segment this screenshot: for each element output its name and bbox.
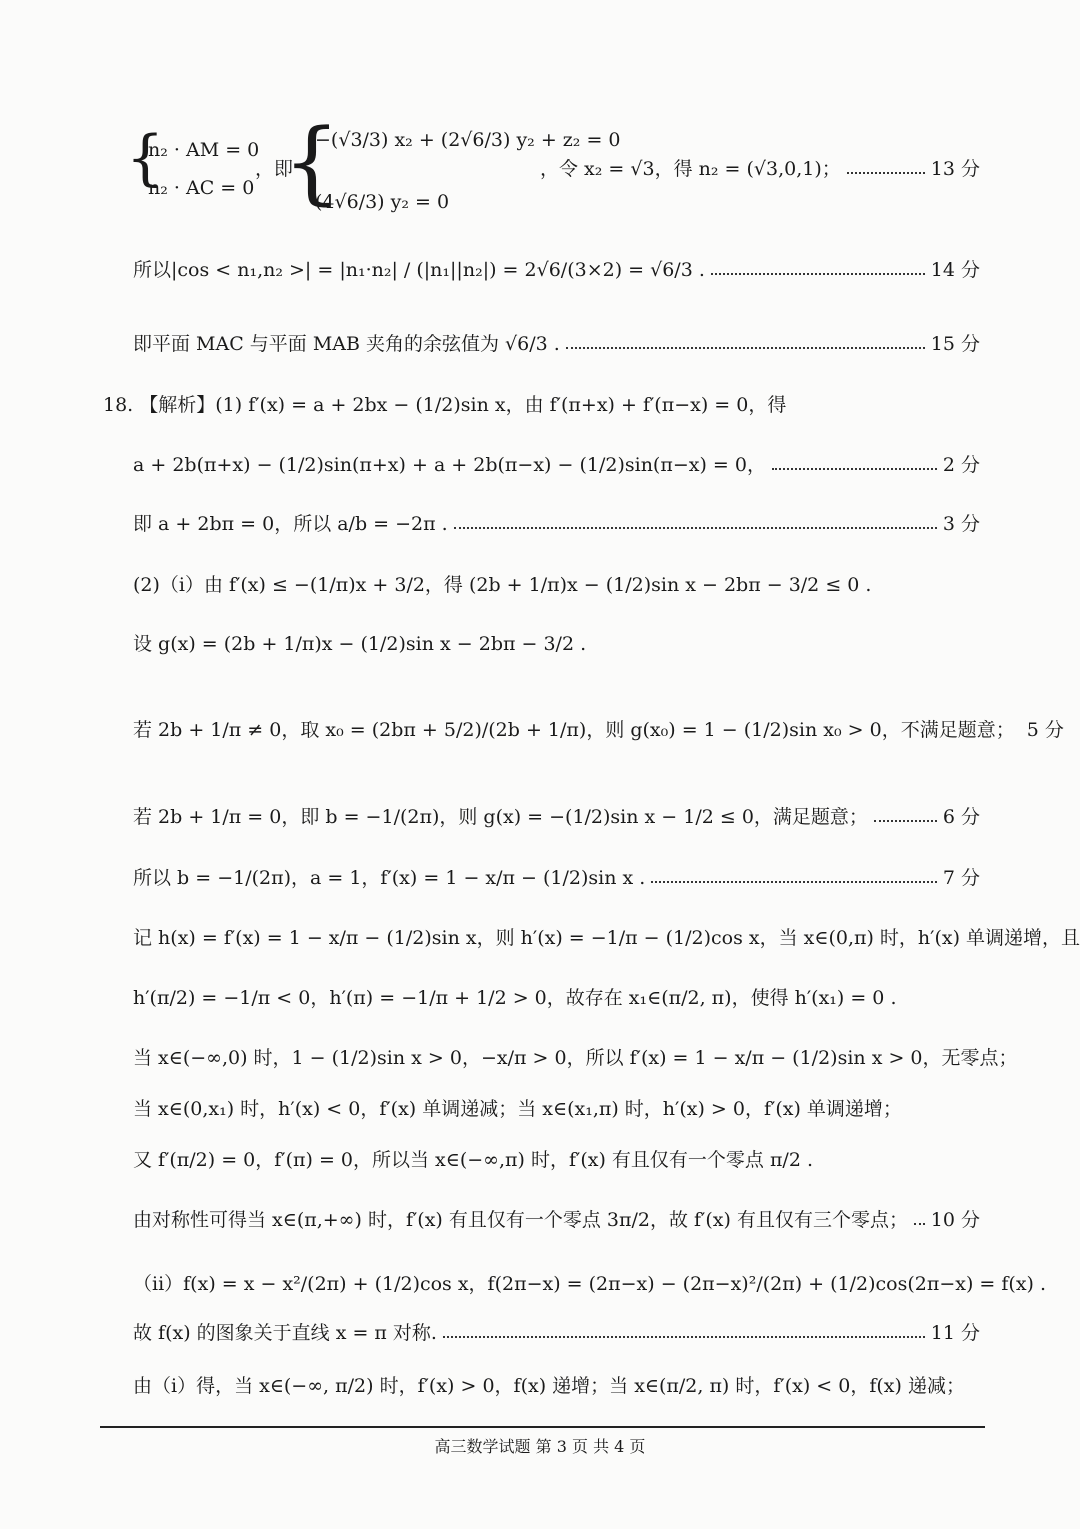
- line-text: 由对称性可得当 x∈(π,+∞) 时，f′(x) 有且仅有一个零点 3π/2，故 f′(x) 有且仅有三个零点；: [133, 1209, 908, 1231]
- line-text: 所以 b = −1/(2π)，a = 1，f′(x) = 1 − x/π − (1/2)sin x .: [133, 867, 646, 889]
- score-label: 14 分: [930, 259, 980, 281]
- score-label: 7 分: [942, 867, 980, 889]
- line-13-text: ，令 x₂ = √3，得 n₂ = (√3,0,1)；: [540, 158, 841, 180]
- system-right-eq2: (4√6/3) y₂ = 0: [315, 191, 450, 213]
- line-text: 记 h(x) = f′(x) = 1 − x/π − (1/2)sin x，则 h′(x) = −1/π − (1/2)cos x，当 x∈(0,π) 时，h′(x) 单调递增，且: [133, 927, 1080, 949]
- line-7pts: [133, 866, 980, 890]
- leader-dots: [566, 347, 925, 349]
- line-monotonic: [133, 1097, 980, 1121]
- line-14: [133, 258, 980, 282]
- leader-dots: [711, 273, 925, 275]
- score-label: 5 分: [1026, 719, 1064, 741]
- line-text: 由（i）得，当 x∈(−∞, π/2) 时，f′(x) > 0，f(x) 递增；当 x∈(π/2, π) 时，f′(x) < 0，f(x) 递减；: [133, 1375, 965, 1397]
- leader-dots: [454, 527, 937, 529]
- line-11pts: [133, 1321, 980, 1345]
- line-h-values: [133, 986, 980, 1010]
- line-one-zero: [133, 1148, 980, 1172]
- system-left-eq2: n₂ · AC = 0: [148, 177, 255, 199]
- line-text: a + 2b(π+x) − (1/2)sin(π+x) + a + 2b(π−x) − (1/2)sin(π−x) = 0，: [133, 454, 766, 476]
- line-last: [133, 1374, 980, 1398]
- leader-dots: [772, 468, 937, 470]
- line-text: （ii）f(x) = x − x²/(2π) + (1/2)cos x，f(2π−x) = (2π−x) − (2π−x)²/(2π) + (1/2)cos(2π−x) = f(x) .: [133, 1273, 1047, 1295]
- line-18-head: [103, 393, 980, 417]
- score-label: 13 分: [930, 158, 980, 180]
- line-6pts: [133, 805, 980, 829]
- line-text: 当 x∈(0,x₁) 时，h′(x) < 0，f′(x) 单调递减；当 x∈(x₁,π) 时，h′(x) > 0，f′(x) 单调递增；: [133, 1098, 902, 1120]
- score-label: 15 分: [930, 333, 980, 355]
- line-text: 若 2b + 1/π ≠ 0，取 x₀ = (2bπ + 5/2)/(2b + 1/π)，则 g(x₀) = 1 − (1/2)sin x₀ > 0，不满足题意；: [133, 719, 1015, 741]
- leader-dots: [874, 820, 937, 822]
- line-13: [540, 157, 980, 181]
- score-label: 3 分: [942, 513, 980, 535]
- leader-dots: [651, 881, 937, 883]
- line-3pts: [133, 512, 980, 536]
- line-h-def: [133, 926, 1080, 950]
- leader-dots: [914, 1223, 925, 1225]
- score-label: 11 分: [930, 1322, 980, 1344]
- line-5pts: [133, 718, 1064, 742]
- line-text: h′(π/2) = −1/π < 0，h′(π) = −1/π + 1/2 > 0，故存在 x₁∈(π/2, π)，使得 h′(x₁) = 0 .: [133, 987, 897, 1009]
- line-part2: [133, 573, 980, 597]
- line-part-ii: [133, 1272, 1047, 1296]
- line-g-def: [133, 632, 980, 656]
- page-footer: 高三数学试题 第 3 页 共 4 页: [434, 1437, 646, 1456]
- line-text: 设 g(x) = (2b + 1/π)x − (1/2)sin x − 2bπ − 3/2 .: [133, 633, 587, 655]
- leader-dots: [847, 172, 925, 174]
- line-text: 即 a + 2bπ = 0，所以 a/b = −2π .: [133, 513, 448, 535]
- line-15: [133, 332, 980, 356]
- score-label: 2 分: [942, 454, 980, 476]
- line-text: (2)（i）由 f′(x) ≤ −(1/π)x + 3/2，得 (2b + 1/π)x − (1/2)sin x − 2bπ − 3/2 ≤ 0 .: [133, 574, 872, 596]
- line-text: 又 f′(π/2) = 0，f′(π) = 0，所以当 x∈(−∞,π) 时，f′(x) 有且仅有一个零点 π/2 .: [133, 1149, 814, 1171]
- line-text: 所以|cos < n₁,n₂ >| = |n₁·n₂| / (|n₁||n₂|) = 2√6/(3×2) = √6/3 .: [133, 259, 705, 281]
- system-left-eq1: n₂ · AM = 0: [148, 139, 260, 161]
- score-label: 6 分: [942, 806, 980, 828]
- left-brace: {: [126, 123, 165, 193]
- line-2pts: [133, 453, 980, 477]
- score-label: 10 分: [930, 1209, 980, 1231]
- line-text: 18. 【解析】(1) f′(x) = a + 2bx − (1/2)sin x，由 f′(π+x) + f′(π−x) = 0，得: [103, 394, 787, 416]
- line-10pts: [133, 1208, 980, 1232]
- footer-rule: [100, 1426, 985, 1428]
- system-right-eq1: −(√3/3) x₂ + (2√6/3) y₂ + z₂ = 0: [315, 129, 621, 151]
- line-text: 当 x∈(−∞,0) 时，1 − (1/2)sin x > 0，−x/π > 0，所以 f′(x) = 1 − x/π − (1/2)sin x > 0，无零点；: [133, 1047, 1018, 1069]
- line-text: 即平面 MAC 与平面 MAB 夹角的余弦值为 √6/3 .: [133, 333, 560, 355]
- line-neg-inf: [133, 1046, 1018, 1070]
- line-text: 若 2b + 1/π = 0，即 b = −1/(2π)，则 g(x) = −(1/2)sin x − 1/2 ≤ 0，满足题意；: [133, 806, 868, 828]
- system-ji: ，即: [255, 158, 294, 180]
- right-brace: {: [283, 110, 341, 215]
- line-text: 故 f(x) 的图象关于直线 x = π 对称.: [133, 1322, 437, 1344]
- leader-dots: [443, 1336, 925, 1338]
